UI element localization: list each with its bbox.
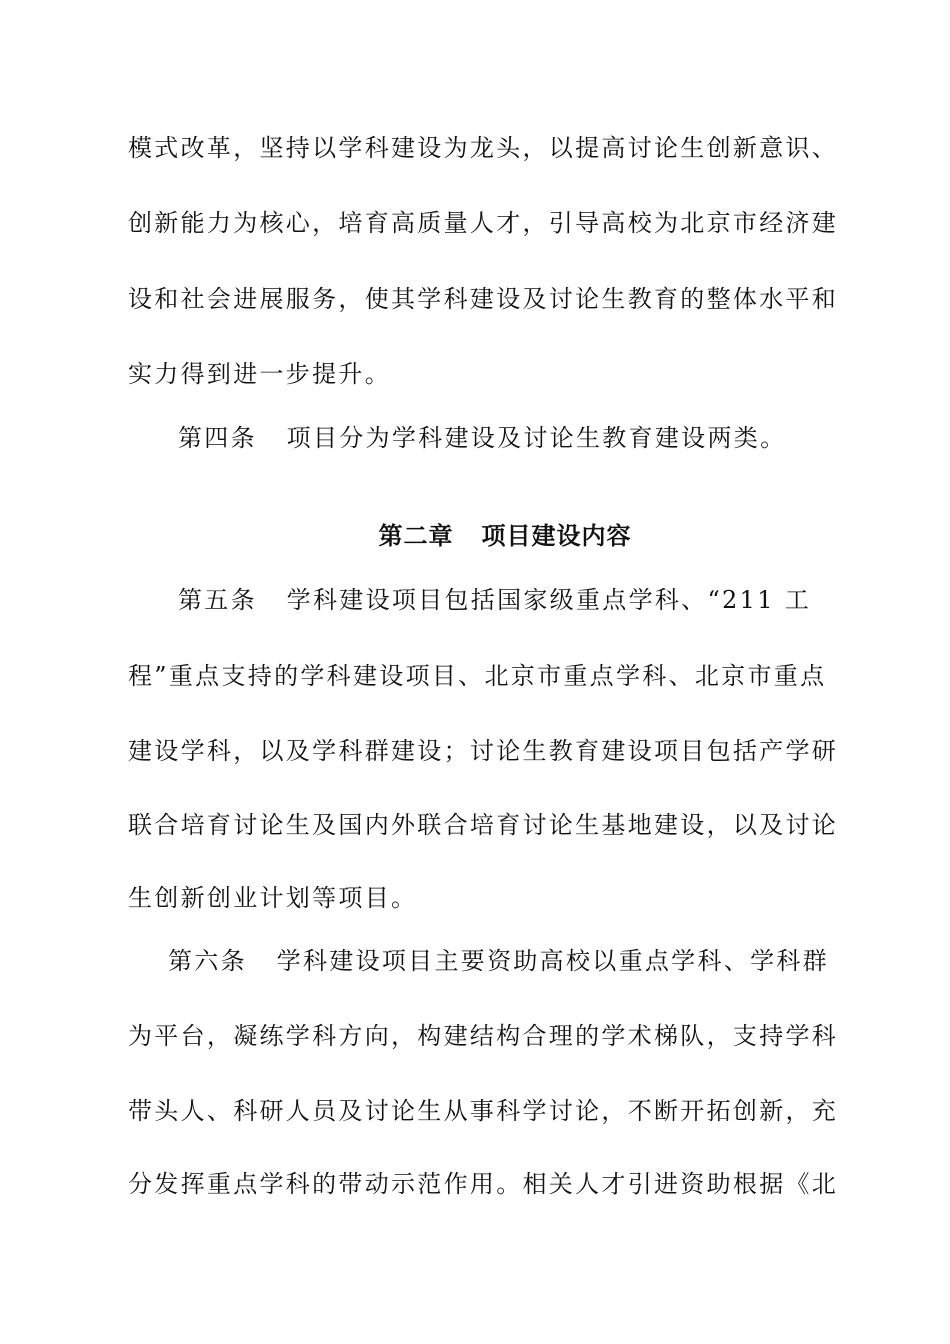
paragraph-line: 模式改革，坚持以学科建设为龙头，以提高讨论生创新意识、	[128, 134, 839, 162]
article-6-line: 第六条 学科建设项目主要资助高校以重点学科、学科群	[168, 947, 829, 975]
paragraph-line: 带头人、科研人员及讨论生从事科学讨论，不断开拓创新，充	[128, 1097, 839, 1125]
paragraph-line: 程”重点支持的学科建设项目、北京市重点学科、北京市重点	[128, 662, 827, 690]
paragraph-line: 为平台，凝练学科方向，构建结构合理的学术梯队，支持学科	[128, 1022, 839, 1050]
chapter-heading: 第二章 项目建设内容	[378, 521, 632, 550]
article-5-line: 第五条 学科建设项目包括国家级重点学科、“211 工	[178, 586, 811, 614]
article-4-line: 第四条 项目分为学科建设及讨论生教育建设两类。	[178, 424, 787, 452]
paragraph-line: 设和社会进展服务，使其学科建设及讨论生教育的整体水平和	[128, 285, 839, 313]
paragraph-line: 分发挥重点学科的带动示范作用。相关人才引进资助根据《北	[128, 1170, 839, 1198]
paragraph-line: 建设学科，以及学科群建设；讨论生教育建设项目包括产学研	[128, 737, 839, 765]
paragraph-line: 生创新创业计划等项目。	[128, 884, 418, 912]
paragraph-line: 实力得到进一步提升。	[128, 360, 391, 388]
paragraph-line: 联合培育讨论生及国内外联合培育讨论生基地建设，以及讨论	[128, 811, 839, 839]
paragraph-line: 创新能力为核心，培育高质量人才，引导高校为北京市经济建	[128, 209, 839, 237]
